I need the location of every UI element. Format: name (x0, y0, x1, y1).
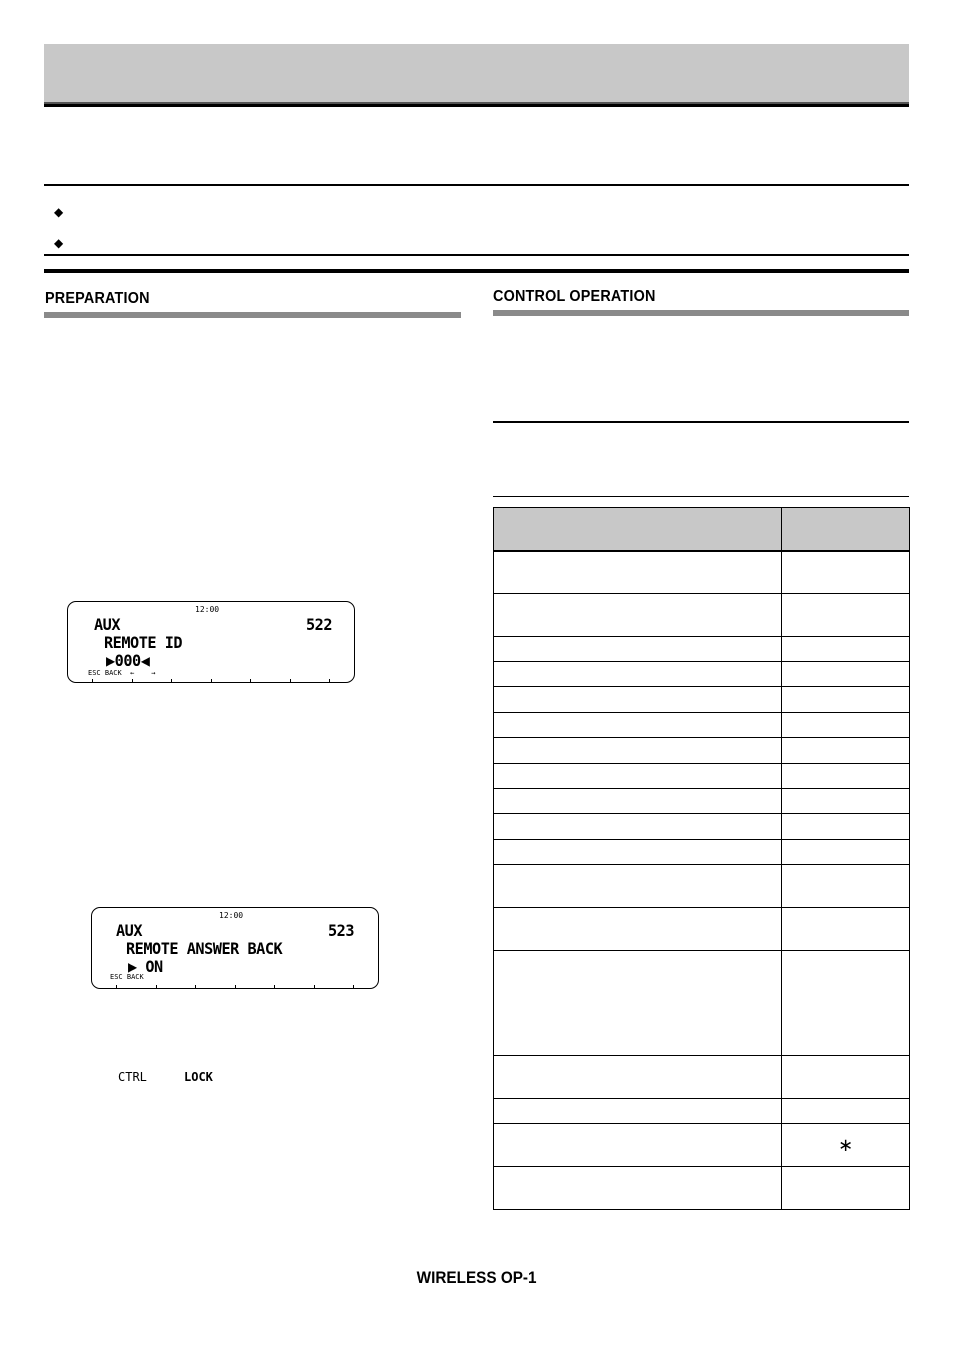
table-cell (494, 908, 782, 951)
table-row (494, 687, 910, 713)
table-cell (494, 814, 782, 840)
table-cell (494, 1124, 782, 1167)
lcd-display-remote-answer-back (91, 907, 379, 989)
table-cell (782, 594, 910, 637)
lcd-menu-group: AUX (94, 615, 121, 634)
lcd-clock: 12:00 (195, 605, 220, 614)
table-cell (782, 551, 910, 594)
control-operation-heading-bar (493, 310, 909, 316)
note-box-top-rule (44, 184, 909, 186)
table-row (494, 789, 910, 814)
table-row (494, 908, 910, 951)
header-band (44, 44, 909, 104)
bullet-diamond-icon: ◆ (54, 205, 64, 219)
preparation-heading: PREPARATION (45, 290, 150, 307)
lcd-menu-number: 523 (328, 921, 355, 940)
note-box-bottom-rule (44, 254, 909, 256)
table-cell (494, 594, 782, 637)
table-row (494, 551, 910, 594)
table-cell (782, 840, 910, 865)
lcd-tick-marks (116, 985, 354, 989)
control-operation-heading: CONTROL OPERATION (493, 288, 656, 305)
table-header-cell (782, 508, 910, 551)
table-cell (494, 951, 782, 1056)
preparation-heading-bar (44, 312, 461, 318)
table-cell (494, 1167, 782, 1210)
section-divider (44, 269, 909, 273)
table-cell (782, 1099, 910, 1124)
table-cell (494, 713, 782, 738)
lcd-menu-value: ▶ ON (128, 957, 163, 976)
bullet-diamond-icon: ◆ (54, 236, 64, 250)
table-row (494, 738, 910, 764)
table-cell (782, 738, 910, 764)
table-cell (494, 637, 782, 662)
table-cell (782, 637, 910, 662)
table-cell (782, 662, 910, 687)
lcd-clock: 12:00 (219, 911, 244, 920)
table-cell (782, 1056, 910, 1099)
note-rule-top (493, 421, 909, 423)
table-cell (782, 1167, 910, 1210)
note-rule-bottom (493, 496, 909, 497)
ctrl-key-label: CTRL (118, 1070, 147, 1084)
table-cell (782, 764, 910, 789)
lcd-tick-marks (92, 679, 330, 683)
table-row (494, 951, 910, 1056)
table-cell (494, 1056, 782, 1099)
table-row (494, 594, 910, 637)
table-cell (494, 662, 782, 687)
lcd-display-remote-id (67, 601, 355, 683)
table-row (494, 662, 910, 687)
lcd-softkeys: ESC BACK (110, 973, 144, 981)
table-cell (494, 738, 782, 764)
table-row (494, 814, 910, 840)
table-row (494, 865, 910, 908)
table-row (494, 840, 910, 865)
table-cell (782, 713, 910, 738)
table-row (494, 637, 910, 662)
table-header-row (494, 508, 910, 551)
table-cell-marker: ∗ (782, 1124, 910, 1167)
table-cell (494, 789, 782, 814)
table-cell (782, 687, 910, 713)
lcd-menu-number: 522 (306, 615, 333, 634)
table-row (494, 713, 910, 738)
control-operation-table (493, 507, 910, 1210)
table-row (494, 764, 910, 789)
table-row (494, 1124, 910, 1167)
table-header-cell (494, 508, 782, 551)
page-footer (0, 1268, 954, 1288)
table-cell (494, 840, 782, 865)
lock-key-label: LOCK (184, 1070, 213, 1084)
table-cell (782, 789, 910, 814)
lcd-menu-group: AUX (116, 921, 143, 940)
table-row (494, 1167, 910, 1210)
table-cell (494, 1099, 782, 1124)
footer-title: WIRELESS OP-1 (417, 1268, 537, 1287)
table-cell (494, 687, 782, 713)
lcd-softkeys: ESC BACK ← → (88, 669, 156, 677)
table-cell (782, 865, 910, 908)
table-cell (782, 908, 910, 951)
lcd-menu-value: ▶000◀ (106, 651, 150, 670)
lcd-menu-name: REMOTE ANSWER BACK (126, 939, 283, 958)
table-cell (782, 814, 910, 840)
table-row (494, 1056, 910, 1099)
header-underline (44, 104, 909, 107)
table-cell (494, 764, 782, 789)
table-cell (494, 865, 782, 908)
table-cell (782, 951, 910, 1056)
lcd-menu-name: REMOTE ID (104, 633, 183, 652)
table-row (494, 1099, 910, 1124)
table-cell (494, 551, 782, 594)
